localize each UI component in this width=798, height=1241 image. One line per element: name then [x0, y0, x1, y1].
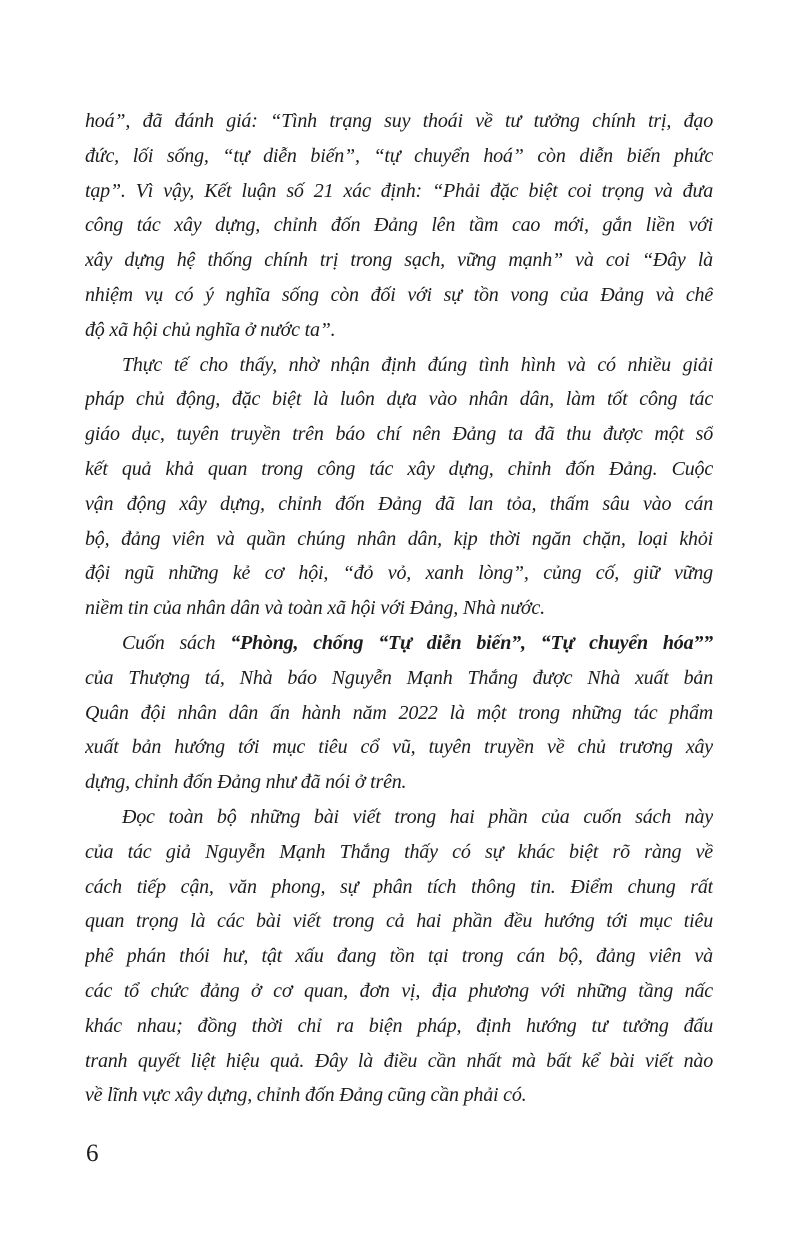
- text-line: đức, lối sống, “tự diễn biến”, “tự chuyển hoá” còn diễn biến phức: [85, 144, 713, 167]
- text-line: về lĩnh vực xây dựng, chỉnh đốn Đảng cũng cần phải có.: [85, 1084, 527, 1107]
- paragraph: [85, 104, 713, 348]
- text-line: Quân đội nhân dân ấn hành năm 2022 là một trong những tác phẩm: [85, 701, 713, 724]
- text-line: pháp chủ động, đặc biệt là luôn dựa vào nhân dân, làm tốt công tác: [85, 388, 713, 411]
- text-line: nhiệm vụ có ý nghĩa sống còn đối với sự tồn vong của Đảng và chế: [85, 283, 713, 306]
- text-line: xây dựng hệ thống chính trị trong sạch, vững mạnh” và coi “Đây là: [85, 249, 713, 272]
- text-line: dựng, chỉnh đốn Đảng như đã nói ở trên.: [85, 771, 407, 794]
- paragraph: [85, 800, 713, 1113]
- page-number: 6: [86, 1140, 99, 1167]
- paragraph: [85, 348, 713, 626]
- text-line: bộ, đảng viên và quần chúng nhân dân, kịp thời ngăn chặn, loại khỏi: [85, 527, 713, 550]
- text-line: tạp”. Vì vậy, Kết luận số 21 xác định: “Phải đặc biệt coi trọng và đưa: [85, 179, 713, 202]
- text-line: các tổ chức đảng ở cơ quan, đơn vị, địa phương với những tầng nấc: [85, 979, 713, 1002]
- text-line: niềm tin của nhân dân và toàn xã hội với Đảng, Nhà nước.: [85, 597, 545, 620]
- book-title-bold: “Phòng, chống “Tự diễn biến”, “Tự chuyển hóa””: [230, 631, 713, 654]
- text-line: vận động xây dựng, chỉnh đốn Đảng đã lan tỏa, thấm sâu vào cán: [85, 492, 713, 515]
- page-text: [85, 104, 713, 1113]
- text-line: độ xã hội chủ nghĩa ở nước ta”.: [85, 318, 336, 341]
- text-line: kết quả khả quan trong công tác xây dựng, chỉnh đốn Đảng. Cuộc: [85, 457, 713, 480]
- text-line: [85, 626, 713, 661]
- text-line: phê phán thói hư, tật xấu đang tồn tại trong cán bộ, đảng viên và: [85, 945, 713, 968]
- text-line: công tác xây dựng, chỉnh đốn Đảng lên tầm cao mới, gắn liền với: [85, 214, 713, 237]
- paragraph: [85, 626, 713, 800]
- text-line: Thực tế cho thấy, nhờ nhận định đúng tình hình và có nhiều giải: [122, 353, 713, 376]
- text-line: cách tiếp cận, văn phong, sự phân tích thông tin. Điểm chung rất: [85, 875, 713, 898]
- text-line: khác nhau; đồng thời chỉ ra biện pháp, định hướng tư tưởng đấu: [85, 1014, 713, 1037]
- text-line: của tác giả Nguyễn Mạnh Thắng thấy có sự khác biệt rõ ràng về: [85, 840, 713, 863]
- text-line: quan trọng là các bài viết trong cả hai phần đều hướng tới mục tiêu: [85, 910, 713, 933]
- text-line: đội ngũ những kẻ cơ hội, “đỏ vỏ, xanh lòng”, củng cố, giữ vững: [85, 562, 713, 585]
- text-line: giáo dục, tuyên truyền trên báo chí nên Đảng ta đã thu được một số: [85, 423, 713, 446]
- text-line: Đọc toàn bộ những bài viết trong hai phần của cuốn sách này: [122, 805, 713, 828]
- text-line: tranh quyết liệt hiệu quả. Đây là điều cần nhất mà bất kể bài viết nào: [85, 1049, 713, 1072]
- text-segment: Cuốn sách: [122, 631, 231, 654]
- text-line: của Thượng tá, Nhà báo Nguyễn Mạnh Thắng được Nhà xuất bản: [85, 666, 713, 689]
- text-line: xuất bản hướng tới mục tiêu cổ vũ, tuyên truyền về chủ trương xây: [85, 736, 713, 759]
- text-line: hoá”, đã đánh giá: “Tình trạng suy thoái về tư tưởng chính trị, đạo: [85, 110, 713, 132]
